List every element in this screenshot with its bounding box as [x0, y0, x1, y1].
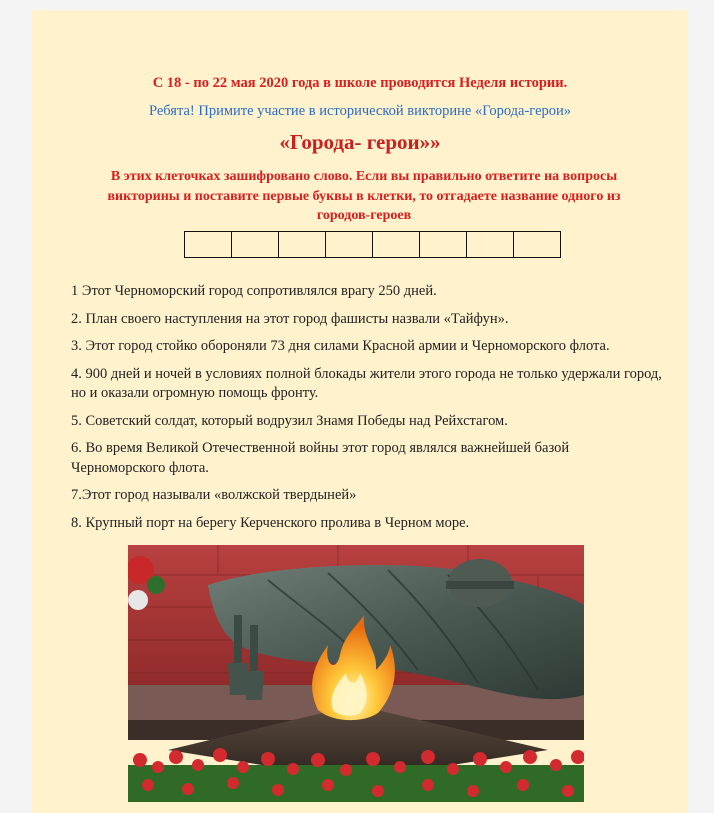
question-4: 4. 900 дней и ночей в условиях полной блокады жители этого города не только удержали город, но и оказали огромную помощь фронту. [71, 365, 662, 401]
answer-cell-4[interactable] [326, 232, 373, 257]
question-7: 7.Этот город называли «волжской твердыней» [71, 487, 357, 503]
question-8: 8. Крупный порт на берегу Керченского пролива в Черном море. [71, 514, 470, 531]
invitation: Ребята! Примите участие в исторической викторине «Города-герои» [148, 103, 572, 119]
question-5: 5. Советский солдат, который водрузил Знамя Победы над Рейхстагом. [71, 412, 508, 429]
answer-cell-5[interactable] [373, 232, 420, 257]
quiz-page [32, 10, 688, 813]
question-3: 3. Этот город стойко обороняли 73 дня силами Красной армии и Черноморского флота. [71, 338, 610, 354]
question-list [71, 282, 666, 541]
quiz-title: «Города- герои»» [279, 130, 441, 154]
answer-cell-6[interactable] [420, 232, 467, 257]
answer-cell-1[interactable] [185, 232, 232, 257]
answer-cell-8[interactable] [514, 232, 560, 257]
answer-cell-7[interactable] [467, 232, 514, 257]
announcement: С 18 - по 22 мая 2020 года в школе проводится Неделя истории. [152, 75, 568, 91]
answer-grid [184, 231, 561, 258]
answer-cell-3[interactable] [279, 232, 326, 257]
question-1: 1 Этот Черноморский город сопротивлялся врагу 250 дней. [71, 283, 437, 299]
question-6: 6. Во время Великой Отечественной войны этот город являлся важнейшей базой Черноморского флота. [71, 440, 570, 476]
instructions: В этих клеточках зашифровано слово. Если вы правильно ответите на вопросы викторины и поставите первые буквы в клетки, то отгадаете название одного из городов-героев [107, 169, 621, 223]
eternal-flame-photo [128, 545, 584, 802]
question-2: 2. План своего наступления на этот город фашисты назвали «Тайфун». [71, 310, 509, 327]
answer-cell-2[interactable] [232, 232, 279, 257]
